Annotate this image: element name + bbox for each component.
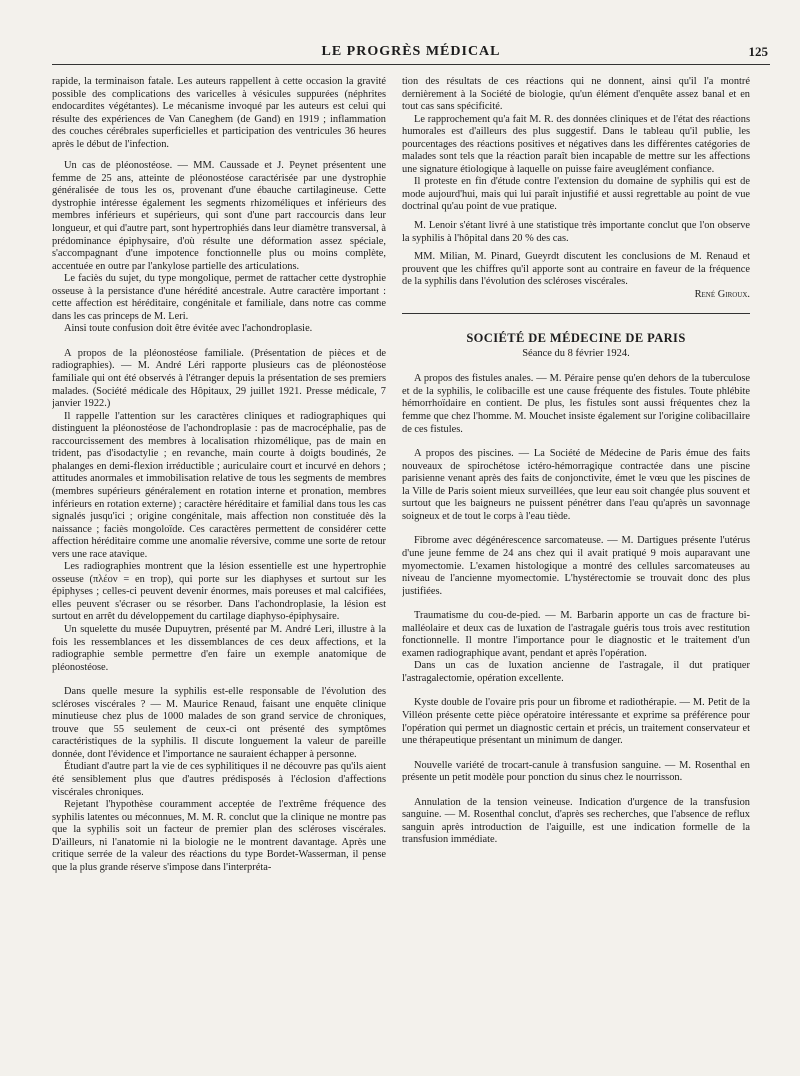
paragraph: Ainsi toute confusion doit être évitée avec l'achondroplasie. bbox=[64, 323, 313, 335]
page-number: 125 bbox=[748, 44, 768, 59]
paragraph: A propos des fistules anales. — M. Péraire pense qu'en dehors de la tuberculose et de la syphilis, le colibacille est une cause fréquente des fistules. Toute phlébite hémorrhoïdaire en contient. De plus, les fistules sont aussi fréquentes chez la femme que chez l'homme. M. Mouchet insiste également sur l'origine colibacillaire de ces fistules. bbox=[402, 373, 750, 435]
paragraph: Il rappelle l'attention sur les caractères cliniques et radiographiques qui distinguent la pléonostéose de l'achondroplasie : pas de macrocéphalie, pas de raccourcissement des membres à localisation rhizomélique, pas de main en trident, pas d'isodactylie ; en revanche, main courte à doigts boudinés, 2e phalanges en demi-flexion irréductible ; auriculaire court et incurvé en dehors ; attitudes anormales et immobilisation relative de tous les segments de membres (membres supérieurs généralement en rotation interne et pronation, membres inférieurs en rotation externe) ; caractère héréditaire et familial dans tous les cas signalés jusqu'ici ; origine congénitale, mais affection non constituée dès la naissance ; faciès mongoloïde. Ces caractères permettent de considérer cette affection héréditaire comme une anomalie réversive, comme une sorte de retour vers une race atavique. bbox=[52, 410, 386, 560]
paragraph: Kyste double de l'ovaire pris pour un fibrome et radiothérapie. — M. Petit de la Villéon présente cette pièce opératoire intéressante et exprime sa préférence pour l'opération qui permet un diagnostic certain et précis, un traitement conservateur et une thérapeutique présentant un minimum de danger. bbox=[402, 697, 750, 747]
paragraph: rapide, la terminaison fatale. Les auteurs rappellent à cette occasion la gravité possible des complications des varicelles à vésicules suppurées (néphrites endocardites végétantes). Le mécanisme invoqué par les auteurs est celui qui résulte des expériences de Van Caneghem (de Gand) en 1919 ; inflammation des couches cérébrales superficielles et participation des ventricules 36 heures après le début de l'infection. bbox=[52, 76, 386, 150]
paragraph: M. Lenoir s'étant livré à une statistique très importante conclut que l'on observe la syphilis à l'hôpital dans 20 % des cas. bbox=[402, 220, 750, 244]
paragraph: MM. Milian, M. Pinard, Gueyrdt discutent les conclusions de M. Renaud et prouvent que les chiffres qu'il apporte sont au contraire en faveur de la fréquence de la syphilis dans l'évolution des scléroses viscérales. bbox=[402, 251, 750, 288]
paragraph: Le rapprochement qu'a fait M. R. des données cliniques et de l'état des réactions humorales est d'ailleurs des plus suggestif. Dans le tableau qu'il publie, les pourcentages des réactions positives et négatives dans les différentes catégories de malades sont tels que la réaction paraît bien incapable de mettre sur les affections une signature étiologique à laquelle on puisse faire aveuglément confiance. bbox=[402, 113, 750, 175]
section-divider bbox=[402, 313, 750, 314]
author-signature: René Giroux. bbox=[694, 288, 750, 300]
paragraph: Rejetant l'hypothèse couramment acceptée de l'extrême fréquence des syphilis latentes ou méconnues, M. M. R. conclut que la clinique ne montre pas que la syphilis soit un facteur de premier plan des scléroses viscérales. D'ailleurs, ni l'anatomie ni la biologie ne le montrent davantage. Après une critique serrée de la valeur des réactions du type Bordet-Wasserman, il pense que la plus grande réserve s'impose dans l'interpréta- bbox=[52, 799, 386, 873]
paragraph: Nouvelle variété de trocart-canule à transfusion sanguine. — M. Rosenthal en présente un petit modèle pour ponction du sinus chez le nourrisson. bbox=[402, 759, 750, 784]
paragraph: A propos des piscines. — La Société de Médecine de Paris émue des faits nouveaux de spirochétose ictéro-hémorragique contractée dans une piscine parisienne venant après des faits de conjonctivite, émet le vœu que les piscines de la Ville de Paris soient mieux surveillées, que leur eau soit changée plus souvent et surtout que les baigneurs ne puissent pénétrer dans l'eau qu'après un savonnage soigneux et de tout le corps à l'eau tiède. bbox=[402, 448, 750, 522]
paragraph: Fibrome avec dégénérescence sarcomateuse. — M. Dartigues présente l'utérus d'une jeune femme de 24 ans chez qui il avait pratiqué 9 mois auparavant une myomectomie. L'examen histologique a montré des cellules sarcomateuses au niveau de l'ancienne myomectomie. L'hystérectomie se trouvait donc des plus justifiées. bbox=[402, 535, 750, 597]
paragraph: A propos de la pléonostéose familiale. (Présentation de pièces et de radiographies). — M. André Léri rapporte plusieurs cas de pléonostéose familiale qui ont été observés à l'étranger depuis la présentation de ses premiers malades. (Société médicale des Hôpitaux, 29 juillet 1921. Presse médicale, 7 janvier 1922.) bbox=[52, 347, 386, 410]
paragraph: Les radiographies montrent que la lésion essentielle est une hypertrophie osseuse (πλέον = en trop), qui porte sur les diaphyses et surtout sur les épiphyses ; celles-ci peuvent devenir énormes, mais poreuses et mal calcifiées, elles peuvent s'écraser ou se résorber. Dans l'achondroplasie, la lésion est surtout en arrêt du développement du cartilage diaphyso-épiphysaire. bbox=[52, 561, 386, 623]
paragraph: Un squelette du musée Dupuytren, présenté par M. André Leri, illustre à la fois les ressemblances et les dissemblances de ces deux affections, et la radiographie semble permettre d'en faire un exemple anatomique de pléonostéose. bbox=[52, 623, 386, 673]
paragraph: Il proteste en fin d'étude contre l'extension du domaine de syphilis qui est de mode aujourd'hui, mais qui lui paraît injustifié et aussi regrettable au point de vue doctrinal qu'au point de vue pratique. bbox=[402, 176, 750, 213]
paragraph: Le faciès du sujet, du type mongolique, permet de rattacher cette dystrophie osseuse à la persistance d'une hérédité ancestrale. Autre caractère important : cette affection est héréditaire, congénitale et familiale, dans notre cas comme dans les cas princeps de M. Leri. bbox=[52, 273, 386, 322]
paragraph: Dans quelle mesure la syphilis est-elle responsable de l'évolution des scléroses viscérales ? — M. Maurice Renaud, faisant une enquête clinique minutieuse chez plus de 1000 malades de son grand service de chroniques, trouve que 55 seulement de ceux-ci ont présenté des symptômes caractéristiques de la syphilis. Il discute longuement la valeur de pareille donnée, dont l'évidence et l'importance ne sauraient échapper à personne. bbox=[52, 686, 386, 760]
paragraph: Dans un cas de luxation ancienne de l'astragale, il dut pratiquer l'astragalectomie, opération excellente. bbox=[402, 660, 750, 684]
paragraph: tion des résultats de ces réactions qui ne donnent, ainsi qu'il l'a montré dernièrement à la Société de biologie, qu'un élément d'enquête assez banal et en tout cas sans spécificité. bbox=[402, 76, 750, 113]
society-title: SOCIÉTÉ DE MÉDECINE DE PARIS bbox=[466, 331, 686, 346]
journal-title: LE PROGRÈS MÉDICAL bbox=[321, 44, 501, 59]
paragraph: Étudiant d'autre part la vie de ces syphilitiques il ne découvre pas qu'ils aient été sensiblement plus que d'autres prédisposés à l'éclosion d'affections viscérales chroniques. bbox=[52, 761, 386, 798]
paragraph: Traumatisme du cou-de-pied. — M. Barbarin apporte un cas de fracture bi-malléolaire et deux cas de luxation de l'astragale guéris tous trois avec restitution fonctionnelle. Il montre l'importance pour le diagnostic et le traitement d'un examen radiographique avant, pendant et après l'opération. bbox=[402, 610, 750, 659]
paragraph: Un cas de pléonostéose. — MM. Caussade et J. Peynet présentent une femme de 25 ans, atteinte de pléonostéose caractérisée par une dystrophie généralisée de tous les os, provenant d'une ébauche cartilagineuse. Cette dystrophie intéresse également les segments rhizoméliques et inférieurs des membres inférieurs et supérieurs, qui sont d'une part raccourcis dans leur longueur, et qui d'autre part, sont hypertrophiés dans leur diamètre transversal, à prédominance épiphysaire, d'où résulte une déformation assez spéciale, s'accompagnant d'une impotence fonctionnelle plus ou moins complète, accentuée en outre par l'ankylose partielle des articulations. bbox=[52, 160, 386, 272]
running-head bbox=[52, 44, 770, 65]
left-column bbox=[52, 76, 386, 1061]
paragraph: Annulation de la tension veineuse. Indication d'urgence de la transfusion sanguine. — M. Rosenthal conclut, d'après ses recherches, que l'absence de reflux sanguin après introduction de l'aiguille, est une indication formelle de la transfusion immédiate. bbox=[402, 796, 750, 846]
session-date: Séance du 8 février 1924. bbox=[522, 347, 630, 359]
right-column bbox=[402, 76, 750, 1061]
